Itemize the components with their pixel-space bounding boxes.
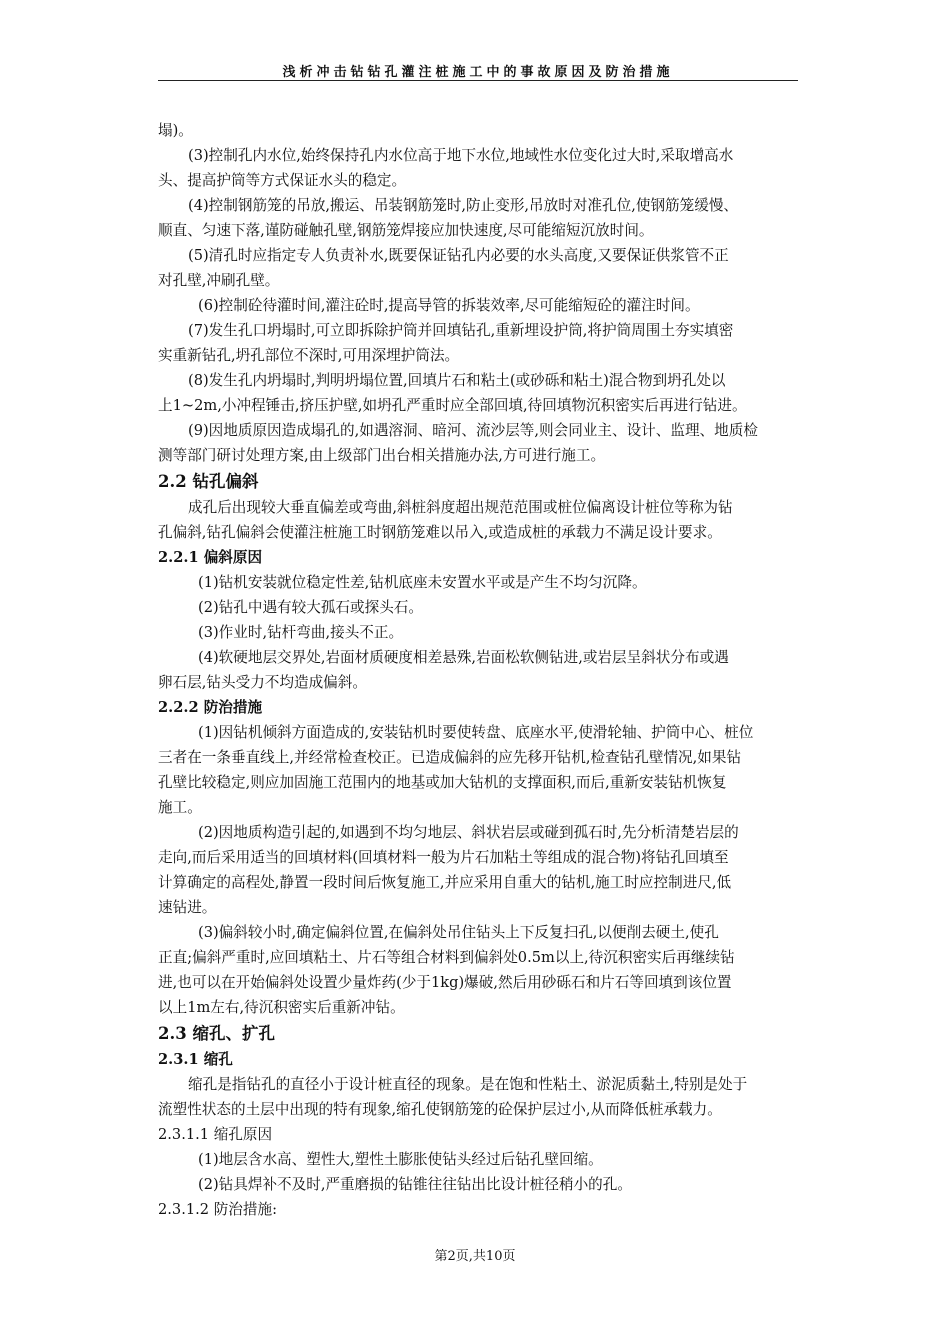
text-line: 正直;偏斜严重时,应回填粘土、片石等组合材料到偏斜处0.5m以上,待沉积密实后再继续钻 [158,949,735,966]
header-title: 浅析冲击钻钻孔灌注桩施工中的事故原因及防治措施 [282,65,674,80]
text-line: 头、提高护筒等方式保证水头的稳定。 [158,172,407,189]
text-line: 卵石层,钻头受力不均造成偏斜。 [158,674,367,691]
text-line: (6)控制砼待灌时间,灌注砼时,提高导管的拆装效率,尽可能缩短砼的灌注时间。 [198,297,700,314]
text-line: 计算确定的高程处,静置一段时间后恢复施工,并应采用自重大的钻机,施工时应控制进尺,低 [158,874,732,891]
text-line: (1)地层含水高、塑性大,塑性土膨胀使钻头经过后钻孔壁回缩。 [198,1151,603,1168]
text-line: 流塑性状态的土层中出现的特有现象,缩孔使钢筋笼的砼保护层过小,从而降低桩承载力。 [158,1101,722,1118]
text-line: 施工。 [158,799,202,816]
text-line: 实重新钻孔,坍孔部位不深时,可用深埋护筒法。 [158,347,460,364]
text-line: 孔壁比较稳定,则应加固施工范围内的地基或加大钻机的支撑面积,而后,重新安装钻机恢复 [158,774,727,791]
text-line: 2.3.1.1 缩孔原因 [158,1126,273,1143]
text-line: 进,也可以在开始偏斜处设置少量炸药(少于1kg)爆破,然后用砂砾石和片石等回填到该位置 [158,974,732,991]
text-line: (5)清孔时应指定专人负责补水,既要保证钻孔内必要的水头高度,又要保证供浆管不正 [188,247,729,264]
text-line: (4)控制钢筋笼的吊放,搬运、吊装钢筋笼时,防止变形,吊放时对准孔位,使钢筋笼缓慢、 [188,197,739,214]
text-line: (8)发生孔内坍塌时,判明坍塌位置,回填片石和粘土(或砂砾和粘土)混合物到坍孔处以 [188,372,726,389]
text-line: 2.3.1.2 防治措施: [158,1201,277,1218]
text-line: 对孔壁,冲刷孔壁。 [158,272,280,289]
text-line: 孔偏斜,钻孔偏斜会使灌注桩施工时钢筋笼难以吊入,或造成桩的承载力不满足设计要求。 [158,524,722,541]
subsection-heading: 2.2.1 偏斜原因 [158,549,263,566]
text-line: (9)因地质原因造成塌孔的,如遇溶洞、暗河、流沙层等,则会同业主、设计、监理、地质检 [188,422,758,439]
header-divider [158,80,798,81]
text-line: 顺直、匀速下落,谨防碰触孔壁,钢筋笼焊接应加快速度,尽可能缩短沉放时间。 [158,222,654,239]
text-line: (4)软硬地层交界处,岩面材质硬度相差悬殊,岩面松软侧钻进,或岩层呈斜状分布或遇 [198,649,729,666]
text-line: (2)钻具焊补不及时,严重磨损的钻锥往往钻出比设计桩径稍小的孔。 [198,1176,632,1193]
text-line: 三者在一条垂直线上,并经常检查校正。已造成偏斜的应先移开钻机,检查钻孔壁情况,如果钻 [158,749,742,766]
text-line: 成孔后出现较大垂直偏差或弯曲,斜桩斜度超出规范范围或桩位偏离设计桩位等称为钻 [188,499,733,516]
text-line: (1)钻机安装就位稳定性差,钻机底座未安置水平或是产生不均匀沉降。 [198,574,647,591]
text-line: 缩孔是指钻孔的直径小于设计桩直径的现象。是在饱和性粘土、淤泥质黏土,特别是处于 [188,1076,748,1093]
text-line: (1)因钻机倾斜方面造成的,安装钻机时要使转盘、底座水平,使滑轮轴、护筒中心、桩位 [198,724,754,741]
text-line: 测等部门研讨处理方案,由上级部门出台相关措施办法,方可进行施工。 [158,447,606,464]
text-line: 走向,而后采用适当的回填材料(回填材料一般为片石加粘土等组成的混合物)将钻孔回填至 [158,849,729,866]
subsection-heading: 2.2.2 防治措施 [158,699,263,716]
text-line: 上1~2m,小冲程锤击,挤压护壁,如坍孔严重时应全部回填,待回填物沉积密实后再进行钻进。 [158,397,747,414]
text-line: 以上1m左右,待沉积密实后重新冲钻。 [158,999,405,1016]
text-line: (3)偏斜较小时,确定偏斜位置,在偏斜处吊住钻头上下反复扫孔,以便削去硬土,使孔 [198,924,719,941]
section-heading: 2.3 缩孔、扩孔 [158,1024,275,1043]
text-line: (2)钻孔中遇有较大孤石或探头石。 [198,599,423,616]
section-heading: 2.2 钻孔偏斜 [158,472,259,491]
page-number: 第2页,共10页 [434,1249,516,1264]
text-line: (3)控制孔内水位,始终保持孔内水位高于地下水位,地域性水位变化过大时,采取增高水 [188,147,734,164]
text-line: (7)发生孔口坍塌时,可立即拆除护筒并回填钻孔,重新埋设护筒,将护筒周围土夯实填密 [188,322,734,339]
text-line: 塌)。 [158,122,193,139]
text-line: 速钻进。 [158,899,217,916]
text-line: (2)因地质构造引起的,如遇到不均匀地层、斜状岩层或碰到孤石时,先分析清楚岩层的 [198,824,739,841]
document-body [158,118,798,1222]
subsection-heading: 2.3.1 缩孔 [158,1051,233,1068]
text-line: (3)作业时,钻杆弯曲,接头不正。 [198,624,404,641]
